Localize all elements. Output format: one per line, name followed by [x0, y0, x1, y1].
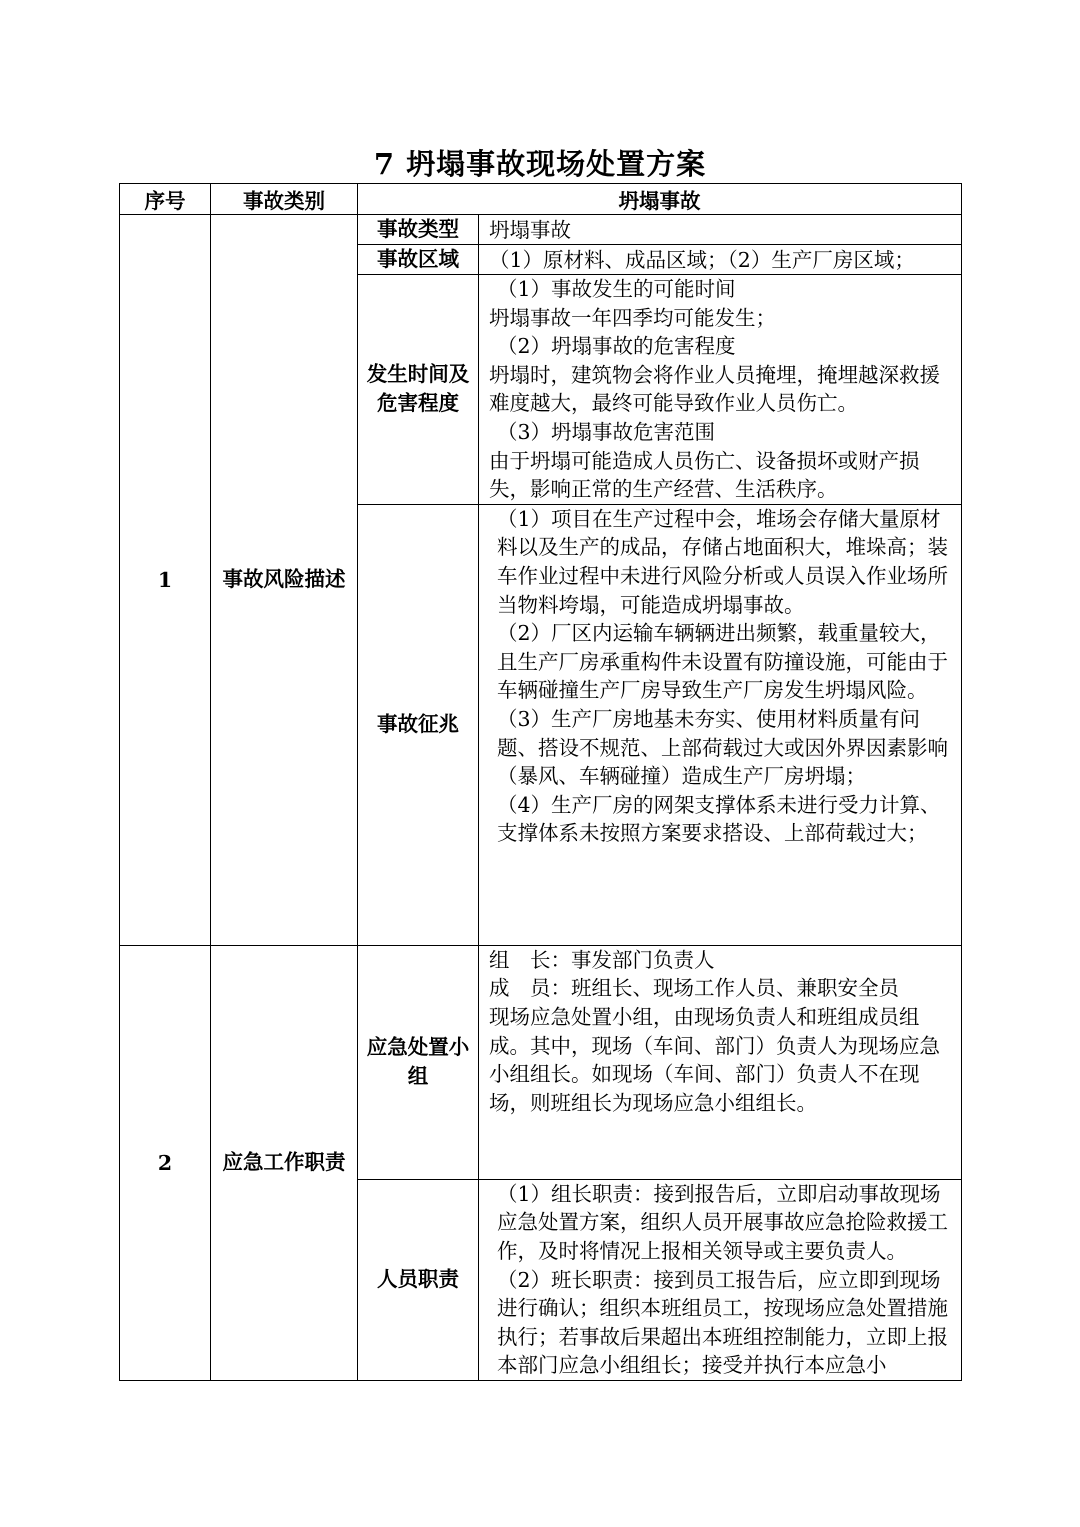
content-line: 组 长：事发部门负责人: [489, 947, 715, 972]
content-line: （3）坍塌事故危害范围: [497, 419, 716, 444]
content-line: （1）组长职责：接到报告后，立即启动事故现场应急处置方案，组织人员开展事故应急抢险救援工作，及时将情况上报相关领导或主要负责人。: [497, 1181, 948, 1263]
table-row: [120, 215, 962, 245]
content-line: 由于坍塌可能造成人员伤亡、设备损坏或财产损失，影响正常的生产经营、生活秩序。: [489, 448, 920, 502]
row-content: [479, 504, 962, 945]
header-accident-type-value: 坍塌事故: [358, 184, 962, 215]
header-serial-number: 序号: [120, 184, 211, 215]
row-label: 事故区域: [358, 245, 479, 275]
row-content: [479, 945, 962, 1179]
content-line: （2）厂区内运输车辆辆进出频繁，载重量较大，且生产厂房承重构件未设置有防撞设施，可能由于车辆碰撞生产厂房导致生产厂房发生坍塌风险。: [497, 621, 948, 703]
content-line: （4）生产厂房的网架支撑体系未进行受力计算、支撑体系未按照方案要求搭设、上部荷载过大；: [497, 792, 941, 846]
row-content: （1）原材料、成品区域；（2）生产厂房区域；: [479, 245, 962, 275]
page-title: 7 坍塌事故现场处置方案: [373, 147, 707, 181]
content-line: 坍塌事故一年四季均可能发生；: [489, 305, 776, 330]
row-label: 应急处置小组: [358, 945, 479, 1179]
section-category: 应急工作职责: [211, 945, 358, 1380]
disposal-plan-table: [119, 183, 962, 1381]
content-line: 成 员：班组长、现场工作人员、兼职安全员: [489, 976, 899, 1001]
row-label: 事故类型: [358, 215, 479, 245]
section-category: 事故风险描述: [211, 215, 358, 946]
content-line: （1）项目在生产过程中会，堆场会存储大量原材料以及生产的成品，存储占地面积大，堆垛高；装车作业过程中未进行风险分析或人员误入作业场所当物料垮塌，可能造成坍塌事故。: [497, 506, 948, 617]
row-content: 坍塌事故: [479, 215, 962, 245]
row-label: 人员职责: [358, 1179, 479, 1380]
content-line: （2）坍塌事故的危害程度: [497, 334, 736, 359]
table-row: [120, 945, 962, 1179]
section-number: 2: [120, 945, 211, 1380]
row-content: [479, 275, 962, 505]
content-line: 坍塌时，建筑物会将作业人员掩埋，掩埋越深救援难度越大，最终可能导致作业人员伤亡。: [489, 362, 940, 416]
row-label: 事故征兆: [358, 504, 479, 945]
row-label: 发生时间及危害程度: [358, 275, 479, 505]
row-content: [479, 1179, 962, 1380]
section-number: 1: [120, 215, 211, 946]
table-header-row: [120, 184, 962, 215]
content-line: （3）生产厂房地基未夯实、使用材料质量有问题、搭设不规范、上部荷载过大或因外界因素影响（暴风、车辆碰撞）造成生产厂房坍塌；: [497, 706, 948, 789]
content-line: （1）事故发生的可能时间: [497, 277, 736, 301]
content-line: （2）班长职责：接到员工报告后，应立即到现场进行确认；组织本班组员工，按现场应急处置措施执行；若事故后果超出本班组控制能力，立即上报本部门应急小组组长；接受并执行本应急小: [497, 1267, 948, 1378]
content-line: 现场应急处置小组，由现场负责人和班组成员组成。其中，现场（车间、部门）负责人为现场应急小组组长。如现场（车间、部门）负责人不在现场，则班组长为现场应急小组组长。: [489, 1004, 940, 1115]
header-accident-category: 事故类别: [211, 184, 358, 215]
